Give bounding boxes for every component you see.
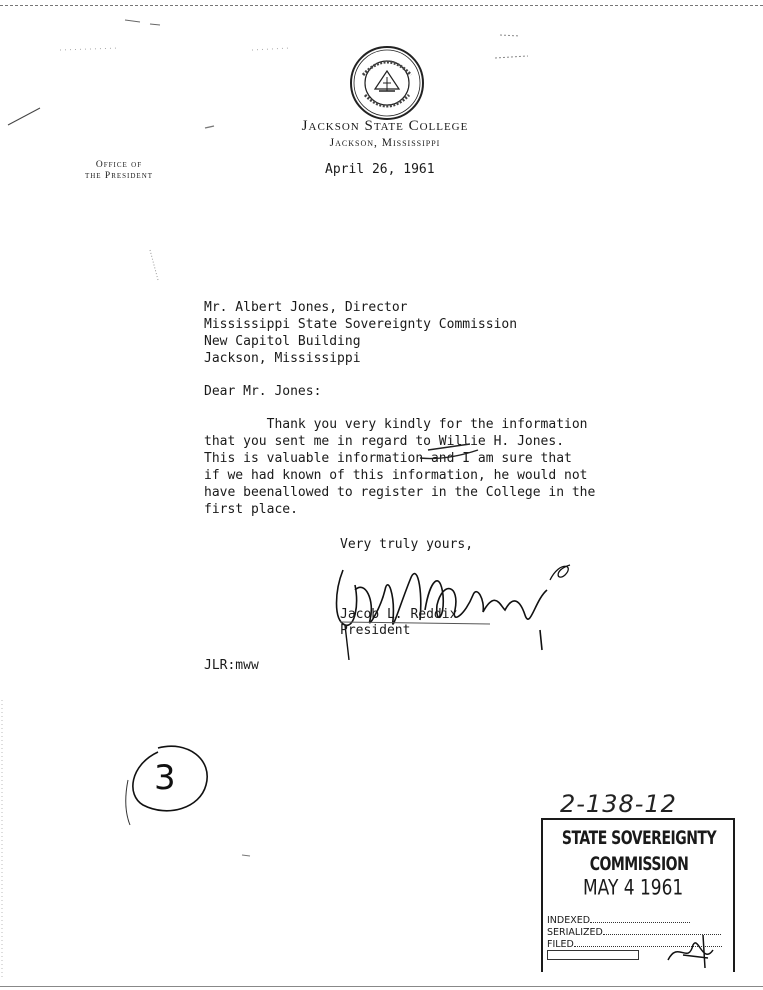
office-line-2: the President: [84, 171, 154, 181]
office-line-1: Office of: [95, 160, 143, 170]
body-line-2: that you sent me in regard to Willie H. Jones.: [204, 434, 565, 449]
stamp-date: MAY 4 1961: [583, 875, 684, 901]
address-line-3: New Capitol Building: [204, 334, 361, 349]
stamp-filed: FILED: [547, 939, 574, 950]
college-city: Jackson, Mississippi: [329, 137, 441, 149]
stamp-serialized: SERIALIZED: [547, 927, 603, 938]
circled-number: 3: [154, 758, 176, 798]
closing: Very truly yours,: [340, 537, 474, 552]
address-line-1: Mr. Albert Jones, Director: [204, 300, 408, 315]
signatory-title: President: [340, 623, 411, 638]
typist-initials: JLR:mww: [204, 658, 259, 673]
signatory-name: Jacob L. Reddix: [340, 607, 458, 622]
body-line-3: This is valuable information and I am sure that: [204, 451, 572, 466]
body-line-6: first place.: [204, 502, 298, 517]
body-line-1: Thank you very kindly for the information: [204, 417, 588, 432]
letter-date: April 26, 1961: [325, 162, 435, 177]
address-line-4: Jackson, Mississippi: [204, 351, 361, 366]
salutation: Dear Mr. Jones:: [204, 384, 322, 399]
body-line-5: have beenallowed to register in the College in the: [204, 485, 596, 500]
bottom-edge-line: [0, 986, 763, 987]
stamp-indexed: INDEXED: [547, 915, 591, 926]
college-name: Jackson State College: [301, 118, 469, 134]
body-line-4: if we had known of this information, he would not: [204, 468, 588, 483]
address-line-2: Mississippi State Sovereignty Commission: [204, 317, 518, 332]
handwritten-file-number: 2-138-12: [560, 790, 677, 818]
stamp-title: STATE SOVEREIGNTY COMMISSION: [561, 828, 717, 876]
